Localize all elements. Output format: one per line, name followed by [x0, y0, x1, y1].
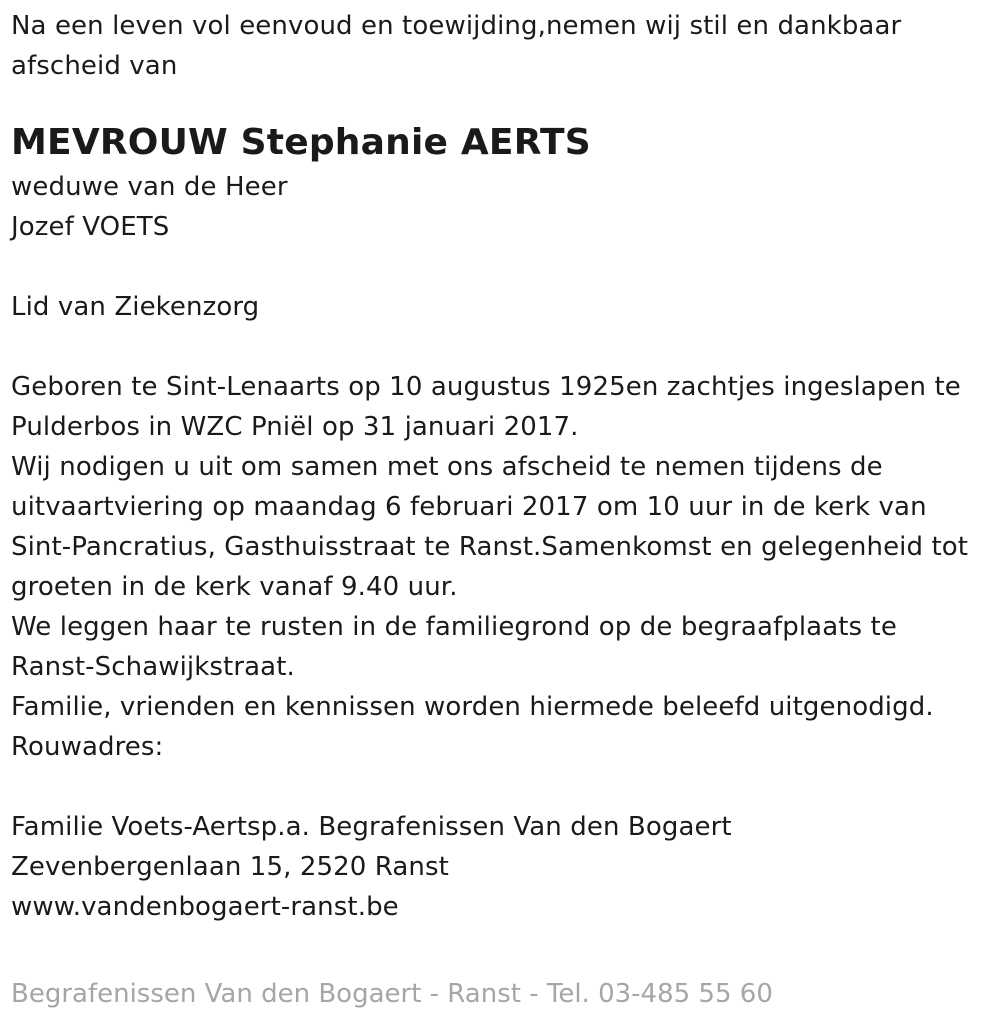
- body-line: Rouwadres:: [11, 732, 164, 762]
- membership: Lid van Ziekenzorg: [11, 292, 260, 322]
- body-line: Sint-Pancratius, Gasthuisstraat te Ranst.Samenkomst en gelegenheid tot: [11, 532, 969, 562]
- body-line: Pulderbos in WZC Pniël op 31 januari 2017.: [11, 412, 579, 442]
- address-line: Zevenbergenlaan 15, 2520 Ranst: [11, 852, 449, 882]
- death-notice: [11, 0, 991, 927]
- body-line: Geboren te Sint-Lenaarts op 10 augustus 1925en zachtjes ingeslapen te: [11, 372, 961, 402]
- footer-credit: Begrafenissen Van den Bogaert - Ranst - Tel. 03-485 55 60: [11, 979, 773, 1009]
- body-line: We leggen haar te rusten in de familiegrond op de begraafplaats te: [11, 612, 897, 642]
- intro-line: afscheid van: [11, 51, 178, 81]
- intro-text: [11, 6, 991, 86]
- body-line: Familie, vrienden en kennissen worden hiermede beleefd uitgenodigd.: [11, 692, 934, 722]
- body-line: Ranst-Schawijkstraat.: [11, 652, 295, 682]
- notice-body: [11, 367, 991, 767]
- spouse-name: Jozef VOETS: [11, 212, 170, 242]
- spouse-info: [11, 167, 991, 247]
- address-line: Familie Voets-Aertsp.a. Begrafenissen Van den Bogaert: [11, 812, 732, 842]
- mourning-address: [11, 807, 991, 927]
- spacer: [11, 247, 991, 287]
- website-link[interactable]: www.vandenbogaert-ranst.be: [11, 892, 399, 922]
- spouse-line: weduwe van de Heer: [11, 172, 288, 202]
- intro-line: Na een leven vol eenvoud en toewijding,nemen wij stil en dankbaar: [11, 11, 902, 41]
- deceased-name: MEVROUW Stephanie AERTS: [11, 122, 591, 163]
- spacer: [11, 767, 991, 807]
- body-line: uitvaartviering op maandag 6 februari 2017 om 10 uur in de kerk van: [11, 492, 927, 522]
- body-line: Wij nodigen u uit om samen met ons afscheid te nemen tijdens de: [11, 452, 883, 482]
- spacer: [11, 327, 991, 367]
- body-line: groeten in de kerk vanaf 9.40 uur.: [11, 572, 458, 602]
